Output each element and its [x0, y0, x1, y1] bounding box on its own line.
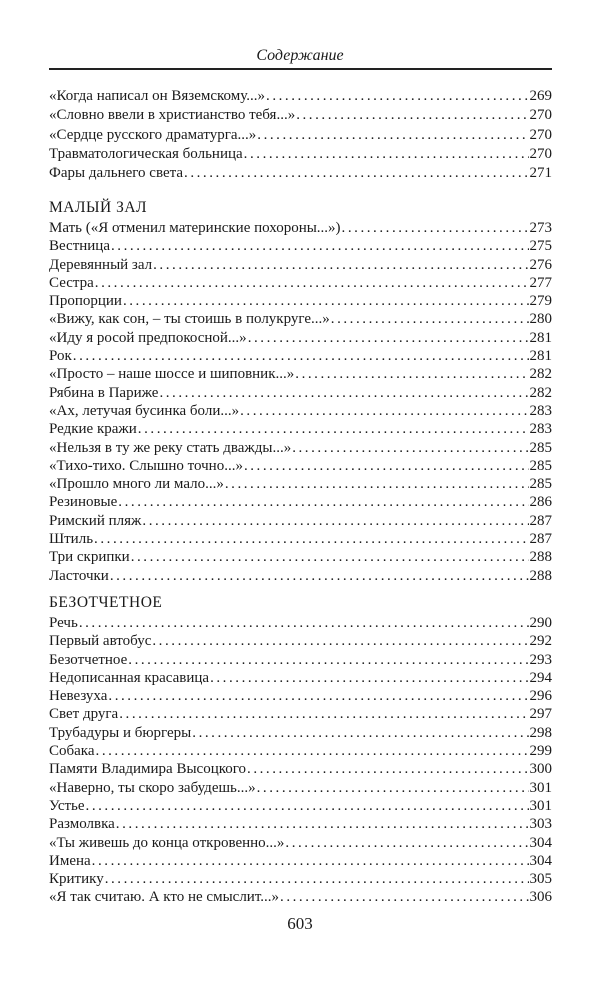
- dot-leader: [128, 651, 528, 669]
- toc-entry: [49, 567, 552, 585]
- entry-page: 283: [529, 421, 552, 438]
- toc-entry: [49, 145, 552, 164]
- entry-page: 290: [529, 615, 552, 631]
- entry-title: Римский пляж: [49, 512, 142, 529]
- entry-page: 306: [529, 889, 552, 906]
- entry-title: Мать («Я отменил материнские похороны...»): [49, 220, 341, 236]
- entry-page: 303: [529, 816, 552, 833]
- dot-leader: [225, 475, 529, 493]
- entry-page: 296: [529, 688, 552, 705]
- entry-page: 271: [529, 165, 552, 182]
- entry-title: Недописанная красавица: [49, 669, 210, 686]
- dot-leader: [247, 760, 528, 778]
- toc-entry: [49, 888, 552, 906]
- toc-entry: [49, 475, 552, 493]
- toc-entry: [49, 779, 552, 797]
- entry-page: 301: [529, 779, 552, 796]
- toc-entry: [49, 256, 552, 274]
- entry-page: 282: [529, 384, 552, 401]
- toc-entry: [49, 797, 552, 815]
- entry-title: «Ты живешь до конца откровенно...»: [49, 834, 285, 851]
- entry-title: «Я так считаю. А кто не смыслит...»: [49, 889, 280, 906]
- dot-leader: [296, 106, 528, 125]
- entry-page: 292: [529, 633, 552, 650]
- entry-title: Ласточки: [49, 567, 109, 584]
- toc-entry: [49, 87, 552, 106]
- dot-leader: [240, 402, 528, 420]
- entry-title: Рябина в Париже: [49, 384, 159, 401]
- entry-page: 294: [529, 669, 552, 686]
- entry-page: 285: [529, 476, 552, 493]
- dot-leader: [295, 365, 528, 383]
- toc-entry: [49, 292, 552, 310]
- dot-leader: [244, 457, 529, 475]
- entry-title: «Тихо-тихо. Слышно точно...»: [49, 457, 243, 474]
- toc-entry: [49, 742, 552, 760]
- entry-title: «Нельзя в ту же реку стать дважды...»: [49, 439, 292, 456]
- toc-entry: [49, 106, 552, 125]
- entry-title: «Словно ввели в христианство тебя...»: [49, 107, 296, 124]
- dot-leader: [257, 126, 528, 145]
- entry-title: Безотчетное: [49, 651, 128, 668]
- entry-page: 282: [529, 366, 552, 383]
- dot-leader: [153, 256, 528, 274]
- dot-leader: [152, 632, 528, 650]
- entry-title: Размолвка: [49, 816, 115, 833]
- entry-title: Трубадуры и бюргеры: [49, 724, 192, 741]
- toc-entry: [49, 384, 552, 402]
- entry-page: 299: [529, 743, 552, 760]
- section-heading: МАЛЫЙ ЗАЛ: [49, 199, 148, 216]
- toc-entry: [49, 852, 552, 870]
- toc-entry: [49, 164, 552, 183]
- entry-title: Резиновые: [49, 494, 118, 511]
- entry-page: 304: [529, 852, 552, 869]
- entry-page: 286: [529, 494, 552, 511]
- toc-entry: [49, 457, 552, 475]
- entry-title: Речь: [49, 615, 78, 631]
- dot-leader: [280, 888, 528, 906]
- entry-title: «Вижу, как сон, – ты стоишь в полукруге...»: [49, 311, 330, 328]
- toc-entry: [49, 237, 552, 255]
- toc-entry: [49, 530, 552, 548]
- toc-entry: [49, 402, 552, 420]
- dot-leader: [73, 347, 529, 365]
- dot-leader: [94, 530, 528, 548]
- dot-leader: [119, 705, 528, 723]
- dot-leader: [248, 329, 529, 347]
- toc-entry: [49, 329, 552, 347]
- dot-leader: [123, 292, 529, 310]
- entry-title: «Иду я росой предпокосной...»: [49, 329, 247, 346]
- toc-entry: [49, 614, 552, 632]
- entry-title: Устье: [49, 797, 85, 814]
- toc-entry: [49, 760, 552, 778]
- toc-entry: [49, 724, 552, 742]
- entry-page: 285: [529, 457, 552, 474]
- entry-page: 277: [529, 274, 552, 291]
- dot-leader: [138, 420, 529, 438]
- dot-leader: [105, 870, 529, 888]
- entry-title: «Просто – наше шоссе и шиповник...»: [49, 366, 295, 383]
- entry-title: «Прошло много ли мало...»: [49, 476, 224, 493]
- entry-page: 293: [529, 651, 552, 668]
- toc-entry: [49, 219, 552, 237]
- toc-entry: [49, 632, 552, 650]
- entry-page: 304: [529, 834, 552, 851]
- entry-page: 276: [529, 256, 552, 273]
- toc-entry: [49, 548, 552, 566]
- dot-leader: [257, 779, 529, 797]
- toc-entry: [49, 126, 552, 145]
- entry-title: Штиль: [49, 531, 94, 548]
- entry-title: Три скрипки: [49, 549, 130, 566]
- dot-leader: [111, 237, 529, 255]
- dot-leader: [210, 669, 528, 687]
- dot-leader: [266, 87, 528, 106]
- entry-page: 298: [529, 724, 552, 741]
- entry-title: «Сердце русского драматурга...»: [49, 126, 257, 143]
- entry-title: Свет друга: [49, 706, 119, 723]
- entry-title: Рок: [49, 348, 72, 365]
- entry-title: Первый автобус: [49, 633, 152, 650]
- toc-entry: [49, 365, 552, 383]
- dot-leader: [110, 567, 529, 585]
- entry-page: 287: [529, 531, 552, 548]
- dot-leader: [96, 742, 529, 760]
- running-header: Содержание: [256, 47, 344, 64]
- dot-leader: [292, 439, 528, 457]
- entry-title: Имена: [49, 852, 91, 869]
- toc-section-maly-zal: [49, 198, 552, 585]
- toc-entry: [49, 439, 552, 457]
- toc-entry: [49, 651, 552, 669]
- entry-title: Критику: [49, 871, 104, 888]
- dot-leader: [92, 852, 529, 870]
- page-number: 603: [287, 914, 313, 933]
- entry-page: 285: [529, 439, 552, 456]
- dot-leader: [108, 687, 528, 705]
- entry-page: 301: [529, 797, 552, 814]
- dot-leader: [142, 512, 528, 530]
- dot-leader: [95, 274, 529, 292]
- entry-title: Памяти Владимира Высоцкого: [49, 761, 247, 778]
- toc-entry: [49, 705, 552, 723]
- dot-leader: [184, 164, 528, 183]
- entry-page: 270: [529, 145, 552, 162]
- toc-entry: [49, 420, 552, 438]
- entry-page: 287: [529, 512, 552, 529]
- entry-page: 279: [529, 293, 552, 310]
- entry-page: 281: [529, 348, 552, 365]
- toc-section-bezotchetnoe: [49, 593, 552, 907]
- dot-leader: [342, 219, 529, 237]
- entry-title: Сестра: [49, 274, 94, 291]
- entry-page: 273: [529, 220, 552, 236]
- toc-entry: [49, 669, 552, 687]
- toc-block-top: [49, 87, 552, 183]
- dot-leader: [131, 548, 529, 566]
- section-heading: БЕЗОТЧЕТНОЕ: [49, 594, 163, 611]
- header-rule: [49, 68, 552, 70]
- toc-entry: [49, 815, 552, 833]
- toc-entry: [49, 347, 552, 365]
- entry-page: 275: [529, 238, 552, 255]
- dot-leader: [192, 724, 528, 742]
- entry-title: «Наверно, ты скоро забудешь...»: [49, 779, 256, 796]
- entry-page: 283: [529, 402, 552, 419]
- dot-leader: [86, 797, 529, 815]
- entry-page: 270: [529, 107, 552, 124]
- entry-title: Вестница: [49, 238, 110, 255]
- dot-leader: [285, 834, 528, 852]
- entry-page: 288: [529, 549, 552, 566]
- toc-entry: [49, 687, 552, 705]
- toc-entry: [49, 870, 552, 888]
- toc-entry: [49, 834, 552, 852]
- dot-leader: [79, 614, 529, 632]
- entry-title: «Ах, летучая бусинка боли...»: [49, 402, 240, 419]
- entry-page: 305: [529, 871, 552, 888]
- dot-leader: [331, 310, 529, 328]
- entry-title: «Когда написал он Вяземскому...»: [49, 88, 266, 104]
- entry-page: 288: [529, 567, 552, 584]
- entry-page: 269: [529, 88, 552, 104]
- entry-page: 270: [529, 126, 552, 143]
- dot-leader: [244, 145, 529, 164]
- entry-title: Собака: [49, 743, 95, 760]
- entry-title: Деревянный зал: [49, 256, 153, 273]
- entry-title: Травматологическая больница: [49, 145, 243, 162]
- toc-entry: [49, 512, 552, 530]
- toc-entry: [49, 310, 552, 328]
- entry-title: Невезуха: [49, 688, 108, 705]
- toc-entry: [49, 274, 552, 292]
- entry-page: 297: [529, 706, 552, 723]
- entry-page: 300: [529, 761, 552, 778]
- entry-title: Пропорции: [49, 293, 122, 310]
- dot-leader: [118, 493, 528, 511]
- entry-title: Фары дальнего света: [49, 165, 184, 182]
- entry-page: 281: [529, 329, 552, 346]
- toc-entry: [49, 493, 552, 511]
- entry-title: Редкие кражи: [49, 421, 137, 438]
- dot-leader: [116, 815, 529, 833]
- dot-leader: [159, 384, 528, 402]
- entry-page: 280: [529, 311, 552, 328]
